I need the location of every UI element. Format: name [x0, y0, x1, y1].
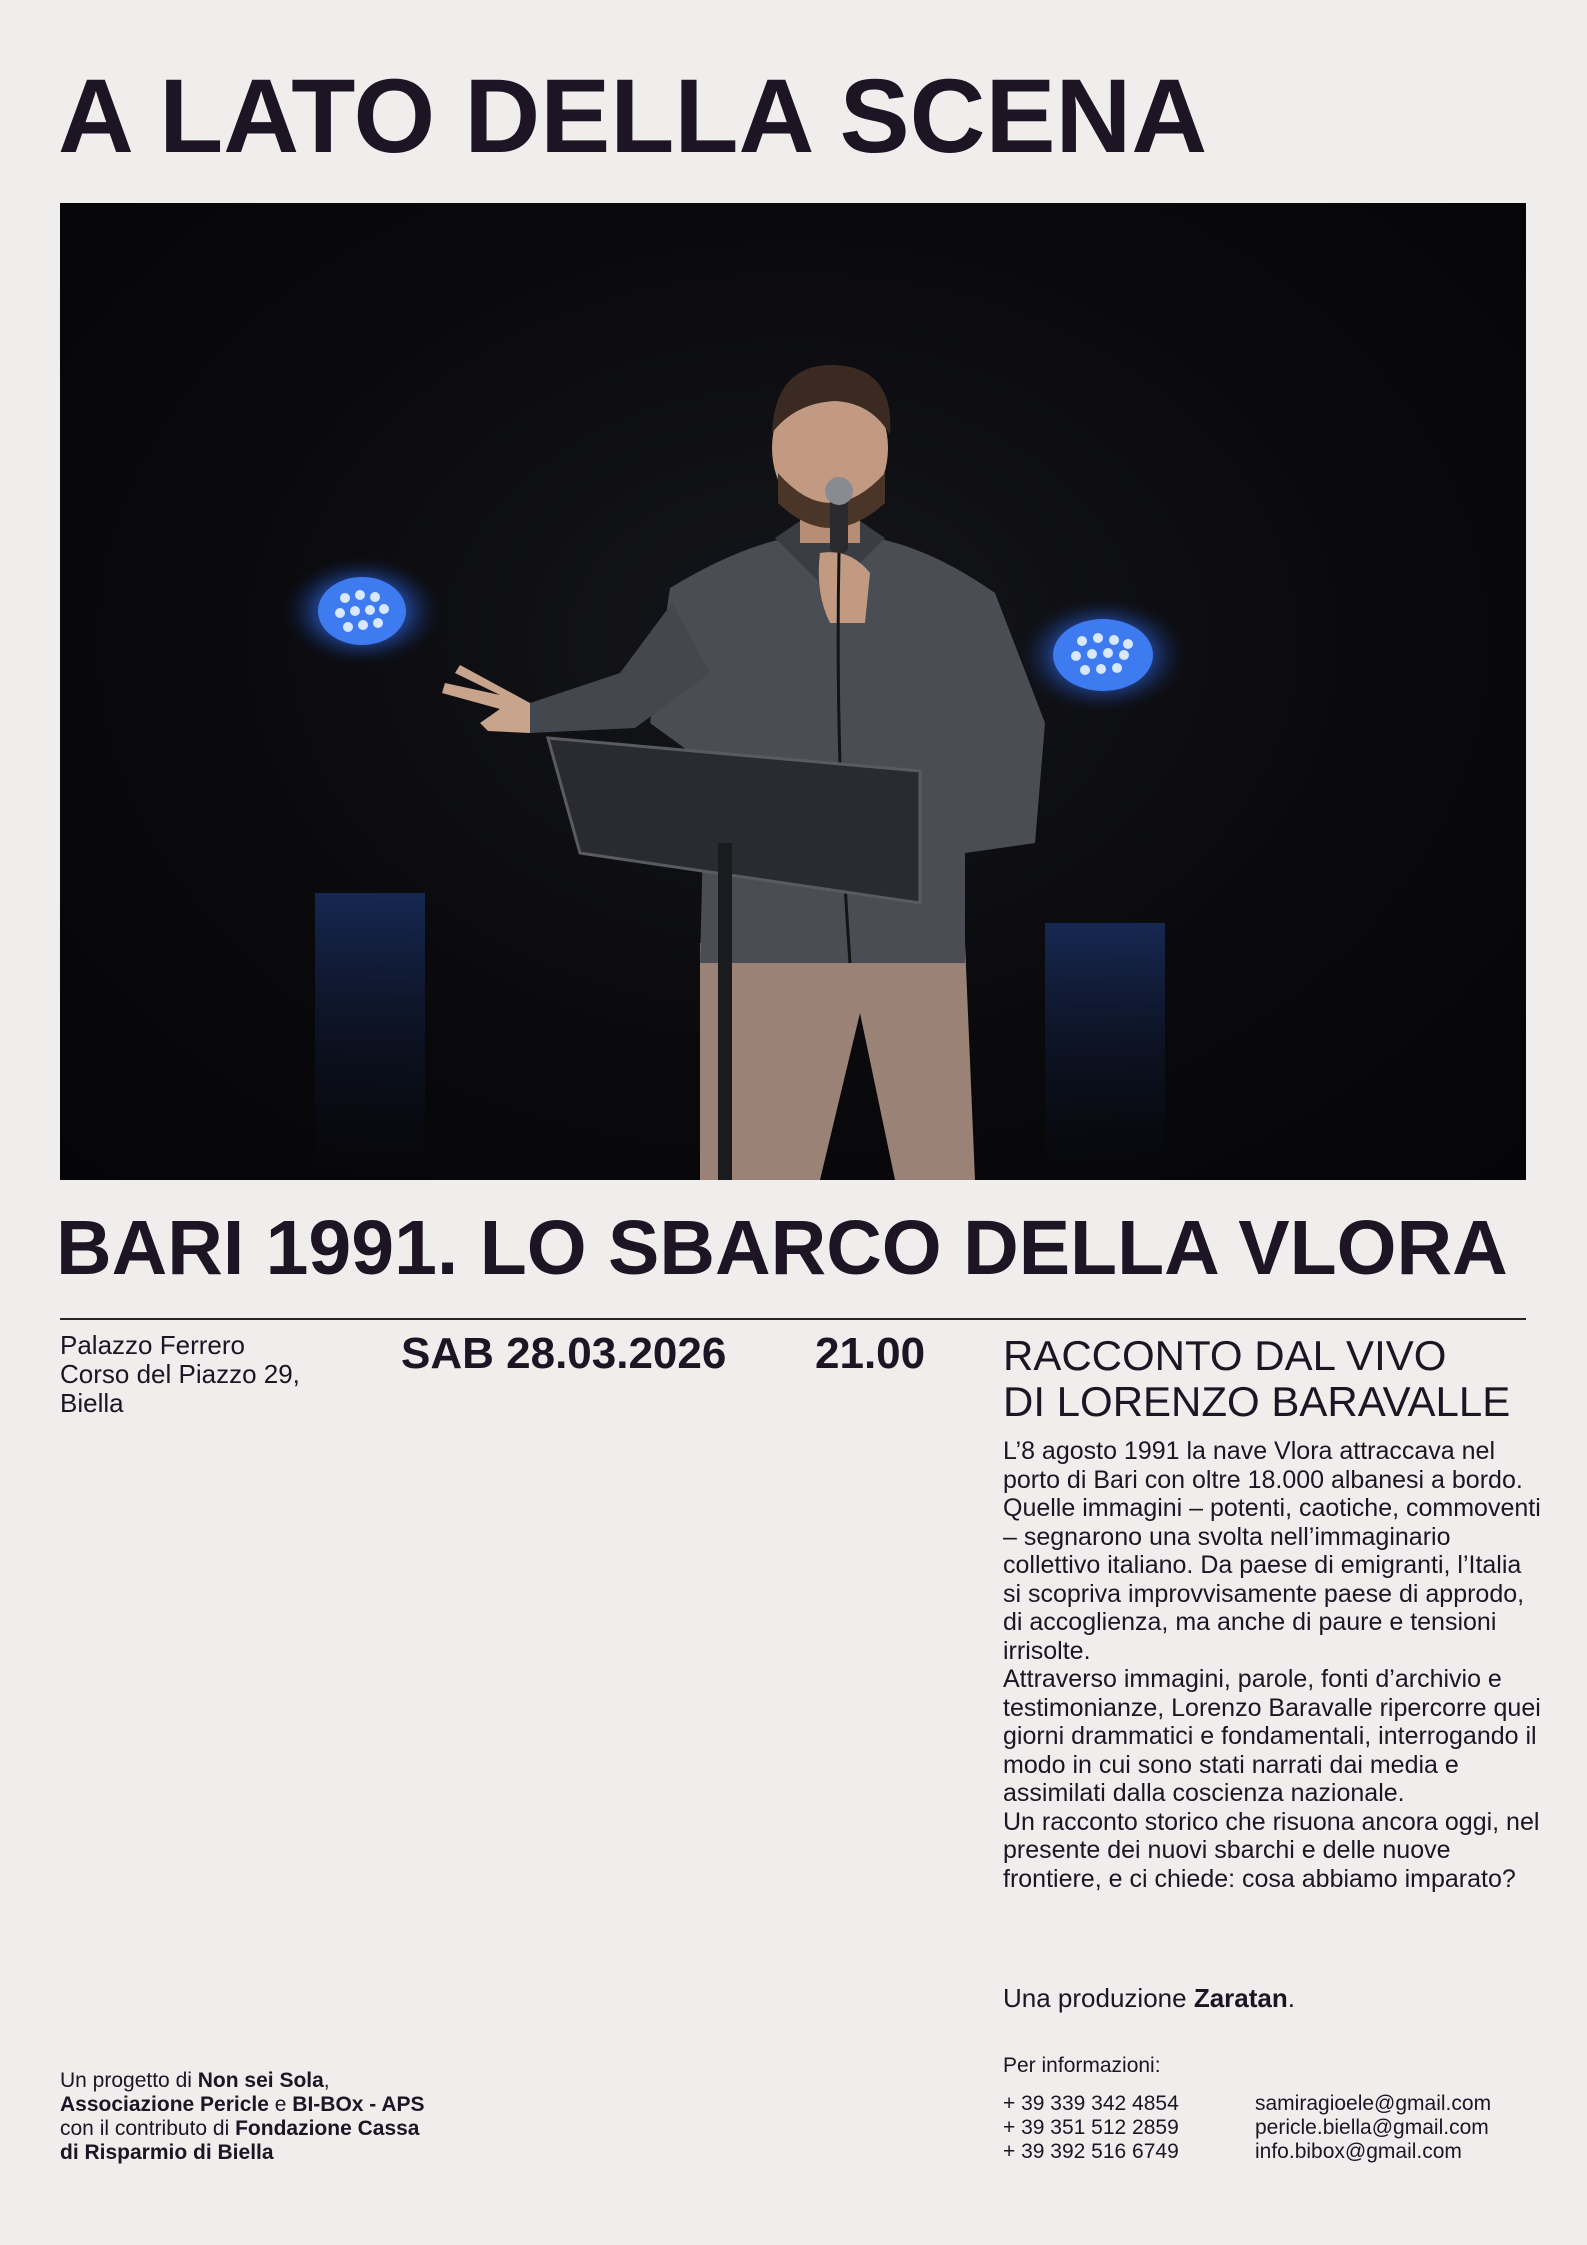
description-paragraph: Un racconto storico che risuona ancora oggi, nel presente dei nuovi sbarchi e delle nuove frontiere, e ci chiede: cosa abbiamo imparato?	[1003, 1807, 1540, 1893]
phone-number[interactable]: + 39 392 516 6749	[1003, 2140, 1179, 2163]
sponsor-name: di Risparmio di Biella	[60, 2141, 274, 2164]
credits-text: ,	[323, 2069, 330, 2092]
credits-text: e	[268, 2093, 293, 2116]
production-prefix: Una produzione	[1003, 1983, 1194, 2013]
event-description	[1003, 1437, 1543, 1893]
sponsor-name: Fondazione Cassa	[235, 2117, 420, 2140]
venue-name: Palazzo Ferrero	[60, 1330, 245, 1360]
production-credit	[1003, 1983, 1295, 2014]
event-date: SAB 28.03.2026	[401, 1329, 727, 1378]
organizer-credits	[60, 2069, 425, 2165]
email-address[interactable]: info.bibox@gmail.com	[1255, 2140, 1462, 2163]
venue-address	[60, 1331, 300, 1418]
info-label: Per informazioni:	[1003, 2054, 1161, 2077]
email-list	[1255, 2092, 1491, 2164]
phone-number[interactable]: + 39 339 342 4854	[1003, 2092, 1179, 2115]
phone-number[interactable]: + 39 351 512 2859	[1003, 2116, 1179, 2139]
venue-street: Corso del Piazzo 29,	[60, 1359, 300, 1389]
credits-text: con il contributo di	[60, 2117, 236, 2140]
subtitle-line-1: RACCONTO DAL VIVO	[1003, 1332, 1447, 1379]
email-address[interactable]: pericle.biella@gmail.com	[1255, 2116, 1489, 2139]
credits-text: Un progetto di	[60, 2069, 198, 2092]
subtitle-line-2: DI LORENZO BARAVALLE	[1003, 1378, 1511, 1425]
divider	[60, 1318, 1526, 1320]
event-subtitle	[1003, 1333, 1510, 1425]
production-suffix: .	[1287, 1983, 1295, 2013]
stage-light-left-icon	[282, 556, 442, 666]
credits-line-3	[60, 2117, 425, 2141]
stage-photo	[60, 203, 1526, 1180]
poster-title: A LATO DELLA SCENA	[58, 58, 1208, 175]
organizer-name: Associazione Pericle	[60, 2093, 269, 2116]
description-paragraph: L’8 agosto 1991 la nave Vlora attraccava nel porto di Bari con oltre 18.000 albanesi a bordo. Quelle immagini – potenti, caotiche, commoventi – segnarono una svolta nell’immaginario collettivo italiano. Da paese di emigranti, l’Italia si scopriva improvvisamente paese di approdo, di accoglienza, ma anche di paure e tensioni irrisolte.	[1003, 1437, 1541, 1665]
stage-light-right-icon	[1018, 597, 1188, 713]
credits-line-4	[60, 2141, 425, 2165]
event-time: 21.00	[815, 1329, 926, 1378]
email-address[interactable]: samiragioele@gmail.com	[1255, 2092, 1492, 2115]
organizer-name: Non sei Sola	[197, 2069, 324, 2092]
phone-list	[1003, 2092, 1179, 2164]
event-title: BARI 1991. LO SBARCO DELLA VLORA	[56, 1205, 1508, 1291]
description-paragraph: Attraverso immagini, parole, fonti d’archivio e testimonianze, Lorenzo Baravalle ripercorre quei giorni drammatici e fondamentali, interrogando il modo in cui sono stati narrati dai media e assimilati dalla coscienza nazionale.	[1003, 1665, 1541, 1807]
production-name: Zaratan	[1193, 1983, 1288, 2013]
credits-line-2	[60, 2093, 425, 2117]
organizer-name: BI-BOx - APS	[292, 2093, 425, 2116]
credits-line-1	[60, 2069, 425, 2093]
venue-city: Biella	[60, 1388, 124, 1418]
speaker-illustration	[60, 203, 1526, 1180]
